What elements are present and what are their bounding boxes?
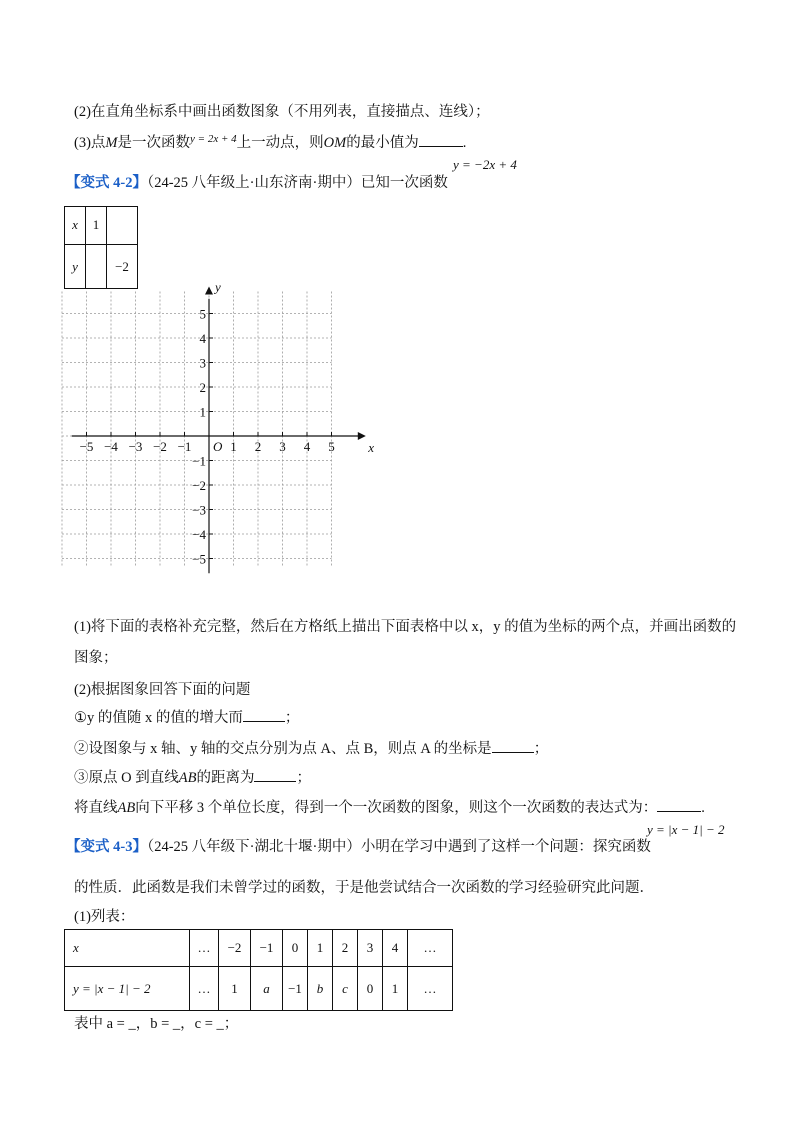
table-cell: x	[65, 207, 86, 245]
q3-function: y = 2x + 4	[190, 133, 237, 145]
variant-tag: 【变式 4-2】	[66, 175, 147, 191]
x-axis-label: x	[368, 440, 375, 455]
table-cell: …	[408, 967, 453, 1011]
sub-question-3-pre: ③原点 O 到直线	[74, 770, 179, 786]
table-cell: …	[190, 930, 219, 967]
q3-pre: (3)点	[74, 135, 106, 151]
table-cell: …	[408, 930, 453, 967]
table-answer-line: 表中 a = _，b = _，c = _；	[74, 1016, 239, 1032]
variant-4-3-function: y = |x − 1| − 2	[647, 822, 725, 837]
y-tick-label: −2	[192, 478, 206, 493]
segment-om: OM	[323, 135, 347, 151]
part-1-line-1: (1)将下面的表格补充完整，然后在方格纸上描出下面表格中以 x，y 的值为坐标的两个点，并画出函数的	[74, 619, 737, 635]
sub-question-3-end: ；	[296, 770, 311, 786]
variant-4-3-heading	[66, 835, 651, 856]
line-ab: AB	[117, 800, 136, 816]
y-tick-label: 4	[199, 331, 206, 346]
table-cell-empty[interactable]	[86, 245, 107, 289]
y-tick-label: −3	[192, 502, 206, 518]
answer-blank[interactable]	[492, 752, 534, 753]
table-cell: 3	[358, 930, 383, 967]
x-tick-label: −4	[104, 439, 118, 454]
shift-pre: 将直线	[74, 800, 118, 816]
y-tick-label: 5	[199, 306, 206, 322]
x-tick-label: 3	[279, 439, 286, 454]
y-tick-label: −1	[192, 453, 206, 469]
table-cell: 1	[308, 930, 333, 967]
answer-blank[interactable]	[254, 781, 296, 782]
table-cell: 4	[383, 930, 408, 967]
y-tick-label: 1	[199, 404, 206, 420]
grid-lines	[62, 291, 332, 565]
x-tick-label: −3	[128, 439, 143, 454]
x-tick-label: 4	[303, 439, 311, 454]
sub-question-1	[74, 706, 299, 727]
sub-question-1-text: ①y 的值随 x 的值的增大而	[74, 710, 243, 726]
q3-dot: .	[462, 135, 467, 151]
table-cell: b	[308, 967, 333, 1011]
sub-question-3	[74, 766, 311, 787]
sub-question-2-text: ②设图象与 x 轴、y 轴的交点分别为点 A、点 B，则点 A 的坐标是	[74, 741, 492, 757]
y-axis-label: y	[215, 279, 221, 295]
table-cell: 1	[86, 207, 107, 245]
question-3	[74, 131, 466, 152]
table-cell: −2	[107, 245, 138, 289]
y-axis-arrow	[205, 287, 213, 295]
table-cell: −1	[283, 967, 308, 1011]
table-cell: a	[251, 967, 283, 1011]
variant-4-2-function: y = −2x + 4	[453, 157, 517, 172]
table-cell: y	[65, 245, 86, 289]
table-cell: …	[190, 967, 219, 1011]
question-2-text: (2)在直角坐标系中画出函数图象（不用列表，直接描点、连线）；	[74, 104, 490, 120]
q3-post: 上一动点，则	[236, 135, 324, 151]
table-cell: 1	[383, 967, 408, 1011]
coordinate-grid-svg	[66, 279, 375, 583]
part-1-line-2: 图象；	[74, 650, 118, 666]
table-cell: x	[65, 930, 190, 967]
table-cell: 1	[219, 967, 251, 1011]
table-cell: 0	[358, 967, 383, 1011]
shift-end: .	[701, 800, 705, 816]
sub-question-3-post: 的距离为	[196, 770, 255, 786]
answer-blank[interactable]	[657, 811, 701, 812]
coordinate-grid[interactable]	[66, 279, 375, 583]
sub-question-1-end: ；	[284, 710, 300, 726]
table-cell-empty[interactable]	[107, 207, 138, 245]
x-tick-label: 5	[328, 439, 335, 454]
y-tick-label: 3	[199, 355, 206, 371]
variant-4-2-heading	[66, 171, 448, 192]
y-tick-label: 2	[199, 380, 206, 395]
list-label: (1)列表：	[74, 909, 135, 925]
value-table-small	[64, 206, 138, 289]
point-m: M	[105, 135, 118, 151]
sub-question-2-end: ；	[533, 741, 549, 757]
y-tick-label: −4	[192, 527, 206, 542]
answer-blank[interactable]	[419, 146, 463, 147]
table-cell: −1	[251, 930, 283, 967]
x-tick-label: −1	[177, 439, 192, 454]
nature-text: 的性质．此函数是我们未曾学过的函数，于是他尝试结合一次函数的学习经验研究此问题．	[74, 880, 654, 896]
table-cell: y = |x − 1| − 2	[65, 967, 190, 1011]
x-tick-label: −2	[153, 439, 167, 454]
q3-end: 的最小值为	[346, 135, 419, 151]
table-cell: 0	[283, 930, 308, 967]
variant-tag: 【变式 4-3】	[66, 839, 147, 855]
part-2-heading: (2)根据图象回答下面的问题	[74, 682, 251, 698]
origin-label: O	[213, 439, 223, 454]
table-cell: c	[333, 967, 358, 1011]
y-tick-label: −5	[192, 551, 206, 567]
x-axis-arrow	[358, 432, 366, 440]
shift-question	[74, 796, 705, 817]
variant-source: （24-25 八年级上·山东济南·期中）已知一次函数	[146, 175, 448, 191]
variant-source: （24-25 八年级下·湖北十堰·期中）小明在学习中遇到了这样一个问题：探究函数	[146, 839, 651, 855]
q3-mid: 是一次函数	[117, 135, 191, 151]
table-cell: −2	[219, 930, 251, 967]
x-tick-label: 1	[230, 439, 237, 454]
x-tick-label: −5	[79, 439, 94, 454]
answer-blank[interactable]	[243, 721, 285, 722]
sub-question-2	[74, 737, 548, 758]
axis-labels	[80, 279, 375, 566]
shift-post: 向下平移 3 个单位长度，得到一个一次函数的图象，则这个一次函数的表达式为：	[135, 800, 658, 816]
axes	[72, 287, 366, 574]
table-cell: 2	[333, 930, 358, 967]
line-ab: AB	[178, 770, 197, 786]
value-table-large	[64, 929, 453, 1011]
x-tick-label: 2	[254, 439, 262, 454]
